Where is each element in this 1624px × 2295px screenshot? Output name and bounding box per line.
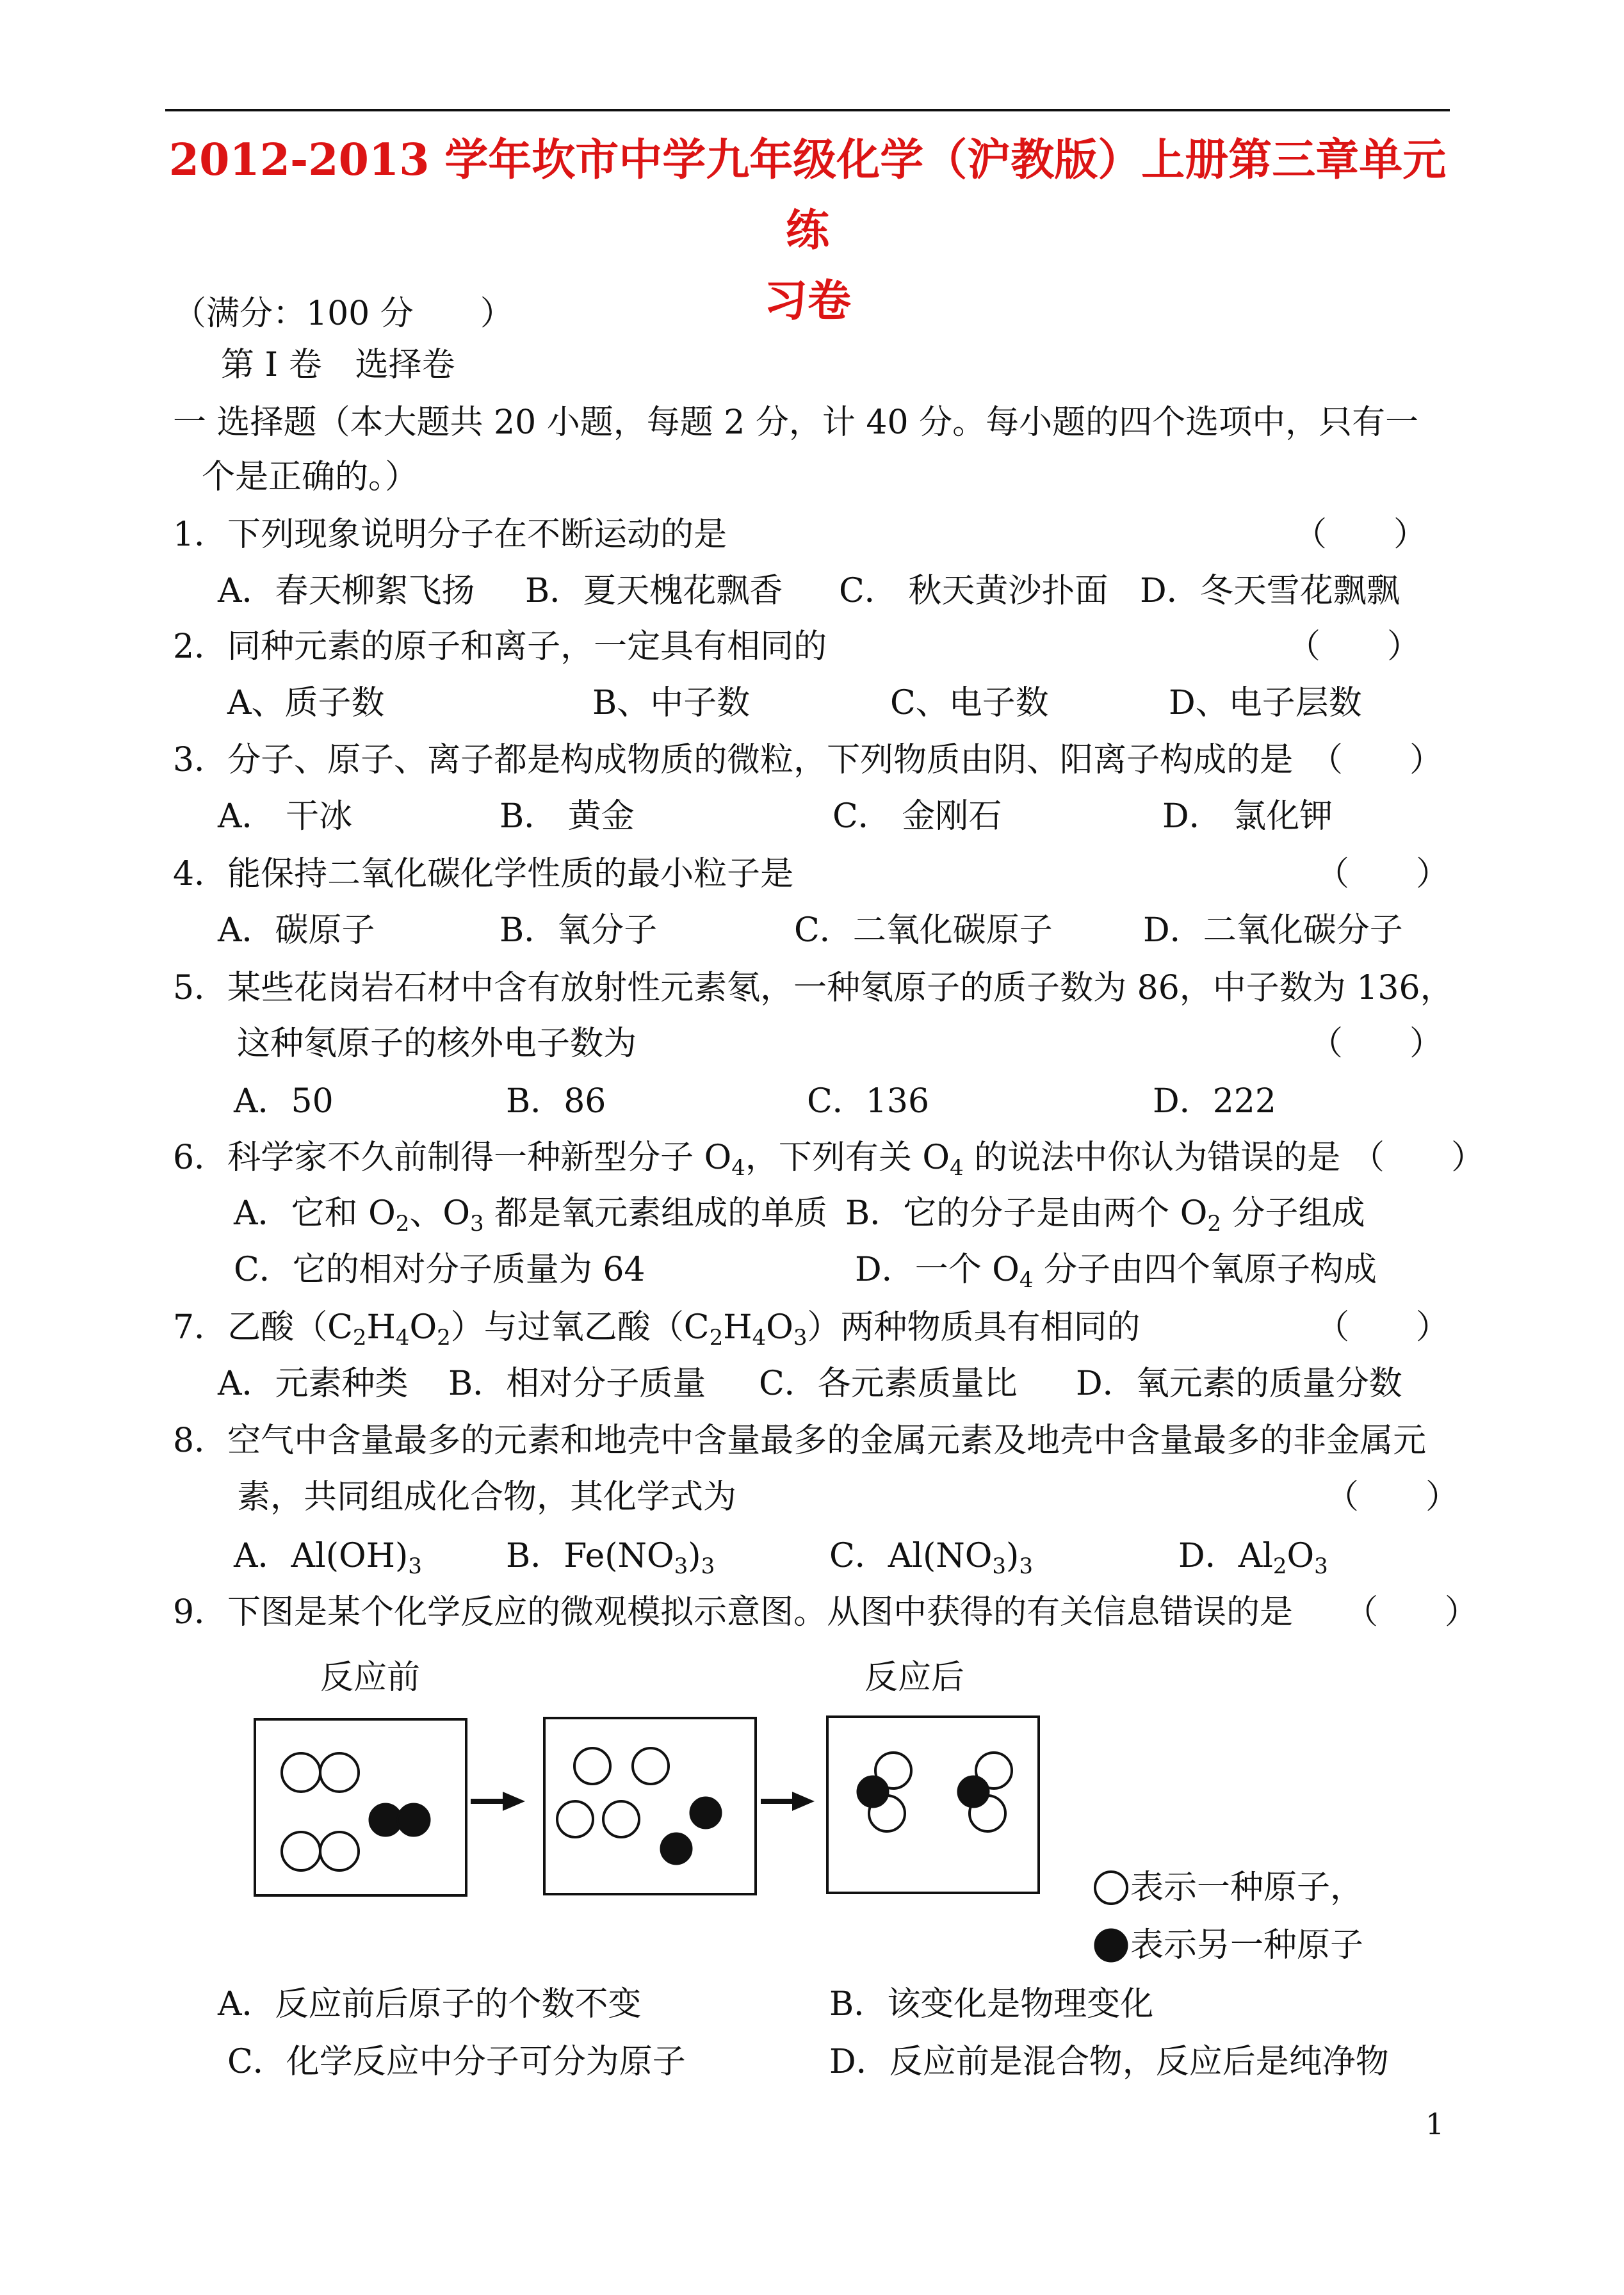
question-7-stem: [173, 1308, 1141, 1357]
q4-option-a: A．碳原子: [218, 911, 375, 950]
q7-stem-part: ）与过氧乙酸（C: [450, 1308, 710, 1347]
q6-b-part: B．它的分子是由两个 O: [845, 1194, 1208, 1233]
q7-stem-part: 7．乙酸（C: [173, 1308, 353, 1347]
answer-blank-3: （ ）: [1310, 741, 1443, 779]
q7-stem-part: H: [366, 1308, 396, 1347]
label-before-reaction: 反应前: [320, 1658, 421, 1697]
title-line-1: 2012-2013 学年坎市中学九年级化学（沪教版）上册第三章单元练: [168, 134, 1447, 256]
q8-d-part: D．Al: [1178, 1537, 1273, 1575]
q3-option-c: C． 金刚石: [832, 797, 1002, 836]
answer-blank-9: （ ）: [1345, 1593, 1479, 1632]
q7-option-a: A．元素种类: [218, 1365, 409, 1403]
answer-blank-6: （ ）: [1351, 1139, 1485, 1177]
arrow-1: [471, 1792, 525, 1811]
q4-option-b: B．氧分子: [499, 911, 658, 950]
q9-option-b: B．该变化是物理变化: [829, 1985, 1154, 2023]
section-instructions-2: 个是正确的。）: [202, 458, 419, 496]
q8-option-d: [1178, 1537, 1328, 1585]
q3-option-d: D． 氯化钾: [1162, 797, 1333, 836]
q6-a-part: 都是氧元素组成的单质: [483, 1194, 828, 1233]
question-8-stem-line-2: 素，共同组成化合物，其化学式为: [237, 1478, 737, 1516]
subscript: 3: [674, 1553, 688, 1579]
white-atom: [574, 1748, 610, 1784]
q7-stem-part: ）两种物质具有相同的: [807, 1308, 1141, 1347]
answer-blank-2: （ ）: [1287, 628, 1421, 666]
arrow-2: [761, 1792, 815, 1811]
q6-option-d: [855, 1251, 1377, 1299]
white-atom: [282, 1753, 320, 1792]
section-instructions-1: 一 选择题（本大题共 20 小题，每题 2 分，计 40 分。每小题的四个选项中，只有一: [173, 403, 1419, 442]
white-atom: [320, 1832, 359, 1870]
subscript: 4: [731, 1155, 745, 1181]
q1-option-a: A．春天柳絮飞扬: [218, 572, 475, 610]
volume-heading: 第 I 卷 选择卷: [221, 346, 455, 384]
q5-option-d: D．222: [1153, 1082, 1276, 1121]
question-2-stem: 2．同种元素的原子和离子，一定具有相同的: [173, 628, 827, 666]
black-atom: [958, 1776, 989, 1807]
title-line-2: 习卷: [763, 275, 851, 327]
answer-blank-5: （ ）: [1310, 1025, 1443, 1063]
label-after-reaction: 反应后: [865, 1658, 965, 1697]
q8-c-part: C．Al(NO: [829, 1537, 993, 1575]
subscript: 2: [709, 1325, 724, 1350]
subscript: 3: [408, 1553, 422, 1579]
q9-option-a: A．反应前后原子的个数不变: [218, 1985, 642, 2023]
box-intermediate: [544, 1718, 756, 1894]
q6-a-part: 、O: [409, 1194, 470, 1233]
question-5-stem-line-2: 这种氡原子的核外电子数为: [237, 1025, 637, 1063]
q4-option-d: D．二氧化碳分子: [1143, 911, 1403, 950]
q2-option-b: B、中子数: [592, 684, 751, 722]
q6-option-c: C．它的相对分子质量为 64: [234, 1251, 646, 1289]
answer-blank-1: （ ）: [1294, 515, 1427, 554]
q7-option-b: B．相对分子质量: [448, 1365, 706, 1403]
black-atom: [857, 1776, 888, 1807]
q8-d-part: O: [1287, 1537, 1315, 1575]
answer-blank-8: （ ）: [1326, 1478, 1459, 1516]
subscript: 4: [395, 1325, 410, 1350]
q7-option-c: C．各元素质量比: [759, 1365, 1018, 1403]
question-3-stem: 3．分子、原子、离子都是构成物质的微粒，下列物质由阴、阳离子构成的是: [173, 741, 1294, 779]
q7-stem-part: O: [409, 1308, 437, 1347]
white-atom: [320, 1753, 359, 1792]
question-1-stem: 1．下列现象说明分子在不断运动的是: [173, 515, 727, 554]
q6-stem-part: 的说法中你认为错误的是: [963, 1139, 1341, 1177]
subscript: 2: [1272, 1553, 1287, 1579]
subscript: 2: [395, 1211, 410, 1237]
subscript: 3: [992, 1553, 1007, 1579]
white-atom: [633, 1748, 669, 1784]
q9-option-d: D．反应前是混合物，反应后是纯净物: [829, 2043, 1389, 2081]
q5-option-b: B．86: [506, 1082, 606, 1121]
legend-black-atom-icon: [1095, 1929, 1127, 1961]
legend-black-label: 表示另一种原子: [1130, 1926, 1364, 1965]
q2-option-d: D、电子层数: [1169, 684, 1362, 722]
q2-option-c: C、电子数: [890, 684, 1049, 722]
white-atom: [557, 1801, 593, 1837]
subscript: 3: [1019, 1553, 1033, 1579]
q8-a-part: A．Al(OH): [234, 1537, 409, 1575]
header-rule: [165, 109, 1450, 111]
question-8-stem-line-1: 8．空气中含量最多的元素和地壳中含量最多的金属元素及地壳中含量最多的非金属元: [173, 1422, 1427, 1460]
black-atom: [661, 1833, 692, 1864]
q6-d-part: 分子由四个氧原子构成: [1033, 1251, 1377, 1289]
q7-stem-part: O: [766, 1308, 793, 1347]
question-6-stem: [173, 1139, 1340, 1187]
q6-stem-part: ，下列有关 O: [745, 1139, 950, 1177]
q8-option-b: [506, 1537, 715, 1585]
black-atom: [398, 1804, 430, 1836]
question-4-stem: 4．能保持二氧化碳化学性质的最小粒子是: [173, 855, 794, 893]
subscript: 2: [437, 1325, 451, 1350]
q1-option-b: B．夏天槐花飘香: [525, 572, 783, 610]
black-atom: [690, 1797, 721, 1828]
subscript: 3: [1314, 1553, 1328, 1579]
legend-white-label: 表示一种原子，: [1130, 1869, 1364, 1907]
q8-b-part: B．Fe(NO: [506, 1537, 674, 1575]
subscript: 3: [470, 1211, 484, 1237]
q8-option-c: [829, 1537, 1033, 1585]
subscript: 3: [793, 1325, 808, 1350]
q6-stem-part: 6．科学家不久前制得一种新型分子 O: [173, 1139, 732, 1177]
subscript: 2: [352, 1325, 367, 1350]
q3-option-a: A． 干冰: [218, 797, 353, 836]
subscript: 4: [950, 1155, 964, 1181]
q4-option-c: C．二氧化碳原子: [794, 911, 1053, 950]
q1-option-d: D．冬天雪花飘飘: [1140, 572, 1400, 610]
white-atom: [603, 1801, 639, 1837]
q3-option-b: B． 黄金: [499, 797, 635, 836]
q8-b-part: ): [688, 1537, 701, 1575]
subscript: 4: [752, 1325, 767, 1350]
legend: [1095, 1872, 1127, 1961]
q2-option-a: A、质子数: [227, 684, 385, 722]
q1-option-c: C． 秋天黄沙扑面: [839, 572, 1108, 610]
q6-d-part: D．一个 O: [855, 1251, 1019, 1289]
subscript: 4: [1019, 1267, 1034, 1293]
q6-a-part: A．它和 O: [234, 1194, 396, 1233]
subscript: 2: [1207, 1211, 1222, 1237]
box-after: [827, 1717, 1039, 1893]
q8-option-a: [234, 1537, 422, 1585]
q5-option-c: C．136: [807, 1082, 930, 1121]
q6-option-b: [845, 1194, 1365, 1243]
q7-option-d: D．氧元素的质量分数: [1076, 1365, 1402, 1403]
answer-blank-4: （ ）: [1316, 855, 1450, 893]
q9-option-c: C．化学反应中分子可分为原子: [227, 2043, 686, 2081]
question-5-stem-line-1: 5．某些花岗岩石材中含有放射性元素氡，一种氡原子的质子数为 86，中子数为 136，: [173, 969, 1454, 1007]
page-number: 1: [1425, 2107, 1445, 2141]
q6-b-part: 分子组成: [1221, 1194, 1365, 1233]
box-before: [255, 1719, 466, 1895]
score-line: （满分：100 分 ）: [173, 295, 514, 333]
q7-stem-part: H: [723, 1308, 752, 1347]
subscript: 3: [701, 1553, 715, 1579]
q8-c-part: ): [1006, 1537, 1019, 1575]
white-atom: [282, 1832, 320, 1870]
q5-option-a: A．50: [234, 1082, 334, 1121]
answer-blank-7: （ ）: [1316, 1308, 1450, 1347]
legend-white-atom-icon: [1095, 1872, 1127, 1904]
q6-option-a: [234, 1194, 827, 1243]
question-9-stem: 9．下图是某个化学反应的微观模拟示意图。从图中获得的有关信息错误的是: [173, 1593, 1294, 1632]
